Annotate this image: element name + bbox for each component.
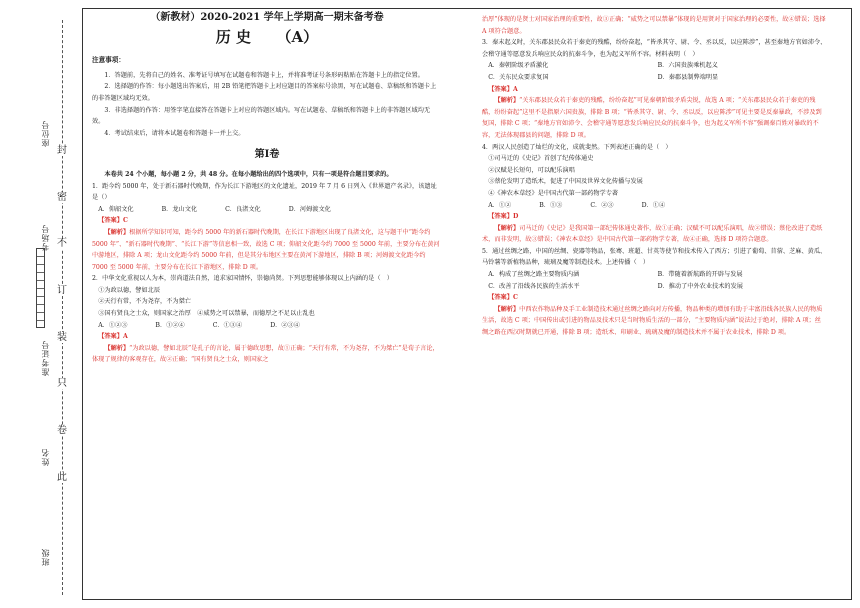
option: C．改善了沿线各民族的生活水平 [488, 282, 580, 290]
binding-char: 卷 [57, 425, 67, 436]
answer-label: 【答案】 [98, 333, 123, 341]
question-4 [482, 142, 827, 246]
right-column [482, 14, 827, 339]
option: C．①③④ [212, 321, 243, 329]
option: D．①④ [641, 201, 666, 209]
option: D．②③④ [270, 321, 300, 329]
question-5 [482, 246, 827, 339]
explain-label: 【解析】 [494, 97, 520, 105]
option: B．①②④ [155, 321, 185, 329]
exam-number-grid [36, 248, 45, 328]
exam-title: （新教材）2020-2021 学年上学期高一期末备考卷 [150, 12, 384, 23]
question-options [92, 204, 442, 216]
option: D．河姆渡文化 [288, 205, 331, 213]
option: D．秦郡县制弊端明显 [657, 73, 719, 81]
section-title: 第Ⅰ卷 [254, 149, 280, 161]
section-instructions: 本卷共 24 个小题，每小题 2 分，共 48 分。在每小题给出的四个选项中，只有一项是符合题目要求的。 [104, 170, 393, 178]
answer-value: D [512, 213, 519, 221]
question-stem: 4．两汉人民创造了灿烂的文化，成就斐然。下列表述正确的是（ ） [482, 143, 672, 151]
answer-value: A [122, 333, 128, 341]
room-number-label: 考场号 [41, 224, 50, 251]
notice-item: 2．选择题的作答：每小题选出答案后，用 2B 铅笔把答题卡上对应题目的答案标号涂黑，写在试题卷、草稿纸和答题卡上的非答题区域均无效。 [92, 83, 437, 102]
option: A．①②③ [98, 321, 128, 329]
option: A．仰韶文化 [98, 205, 134, 213]
statement-item: ③国有贤良之士众，则国家之治厚 ④威势之可以禁暴，而德厚之不足以止乱也 [98, 310, 315, 318]
answer-label: 【答案】 [488, 294, 513, 302]
answer-label: 【答案】 [98, 217, 123, 225]
subject-heading [92, 27, 442, 46]
notice-heading: 注意事项： [92, 56, 125, 65]
statement-item: ①司马迁的《史记》首创了纪传体通史 [488, 155, 594, 163]
question-3 [482, 37, 827, 141]
binding-char: 不 [57, 238, 67, 249]
question-stem: 5．通过丝绸之路，中国的丝绸、瓷器等物品，张骞、班超、甘英等使节和技术传入了西方；引进了葡萄、苜蓿、芝麻、黄瓜、马铃薯等新植物品种，琉璃及魔等制造技术。上述传播（ ） [482, 247, 827, 267]
explain-continued: 治厚”体现的是贤士对国家治理的重要性，故③正确；“威势之可以禁暴”体现的是用贤对于国家治理的必要性，故④错误；选择 A 项符合题意。 [482, 16, 826, 35]
question-options [92, 320, 442, 332]
binding-char: 密 [57, 192, 67, 203]
subject-name: 历 史 [215, 27, 252, 46]
option: C．②③ [590, 201, 614, 209]
option: A．秦朝阶级矛盾激化 [488, 62, 549, 70]
binding-char: 只 [57, 378, 67, 389]
statement-item: ④《神农本草经》是中国古代第一部药物学专著 [488, 189, 619, 197]
class-label: 班级 [41, 548, 50, 566]
notice-item: 4．考试结束后，请将本试题卷和答题卡一并上交。 [104, 129, 245, 137]
question-options [482, 269, 827, 292]
question-stem: 3．秦末起义时，关东郡县民众若于秦吏的残酷，纷纷奋起，“皆杀其守、尉、令、丞以反，以应陈涉”，甚至秦地方官如沛令、会稽守通等愿意发兵响应民众的抗秦斗争，也为起义军所不容。材料表明（ ） [482, 39, 827, 58]
question-options [482, 200, 827, 212]
question-stem: 2．中华文化重视以人为本，崇尚道法自然，追求家国情怀，崇德尚贤。下列思想能够体现以上内涵的是（ ） [92, 275, 393, 283]
binding-char: 装 [57, 332, 67, 343]
binding-char: 此 [57, 472, 67, 483]
explain-text: “为政以德，譬如北辰”是孔子的言论，属于德政思想，故①正确；“天行有常，不为尧存，不为桀亡”是荀子言论，体现了规律的客观存在，故②正确；“国有贤良之士众，则国家之 [92, 344, 439, 364]
binding-char: 封 [57, 145, 67, 156]
question-1 [92, 181, 442, 274]
option: A．①② [488, 201, 512, 209]
statement-item: ②天行有常，不为尧存，不为桀亡 [98, 298, 191, 306]
answer-label: 【答案】 [488, 85, 513, 93]
answer-value: C [512, 294, 518, 302]
explain-text: 根据所学知识可知，距今约 5000 年的新石器时代晚期，在长江下游地区出现了良渚文化，这与题干中“距今约 5000 年”、“新石器时代晚期”、“长江下游”等信息相一致，故选 C 项；仰韶文化距今约 7000 至 5000 年前，主要分布在黄河中游地区，排除 A 项；龙山文化距今约 5000 年前，但是其分布地区主要在黄河下游地区，排除 B 项；河姆渡文化距今约 7000 至 5000 年前，主要分布在长江下游地区，排除 D 项。 [92, 228, 440, 271]
statement-item: ①为政以德，譬如北辰 [98, 286, 161, 294]
explain-label: 【解析】 [494, 305, 520, 313]
binding-char: 订 [57, 285, 67, 296]
notice-item: 1．答题前，先将自己的姓名、准考证号填写在试题卷和答题卡上，并将准考证号条形码粘贴在答题卡上的指定位置。 [104, 71, 424, 79]
option: B．龙山文化 [161, 205, 198, 213]
explain-label: 【解析】 [104, 228, 130, 236]
answer-value: A [512, 85, 518, 93]
answer-value: C [122, 217, 128, 225]
explain-text: “关东郡县民众若于秦吏的残酷，纷纷奋起”可见秦朝阶级矛盾尖锐，故选 A 项；“关东郡县民众若于秦吏的残酷，纷纷奋起”这里不是指原六国贵族，排除 B 项；“皆杀其守、尉、令、丞以反，以应陈涉”可见主要是反秦暴政，不涉及到复国，排除 C 项；“秦地方官如沛令、会稽守通等愿意发兵响应民众的抗秦斗争，也为起义军所不容”强调秦百姓对暴政的不容，无法体现郡县的问题，排除 D 项。 [482, 97, 822, 139]
statement-item: ③蔡伦发明了造纸术，促进了中国及世界文化传播与发展 [488, 178, 643, 186]
seat-number-label: 座位号 [41, 120, 50, 147]
explain-text: 中西农作物品种及手工业制造技术通过丝绸之路向对方传播，物品种类的增加有助于丰富沿线各民族人民的物质生活，故选 C 项；中国传出或引进的物品及技术只是当时物质生活的一部分，“主要物质内涵”说法过于绝对，排除 A 项；丝绸之路在西汉时期就已开通，排除 B 项；造纸术、印刷业、琉璃及魔的制造技术并不属于农业技术，排除 D 项。 [482, 305, 823, 337]
explain-label: 【解析】 [494, 224, 520, 232]
left-column [92, 12, 442, 366]
option: B．带随着新航路的开辟与发展 [657, 271, 743, 279]
question-options [482, 60, 827, 83]
question-2 [92, 273, 442, 366]
name-label: 姓名 [41, 448, 50, 466]
exam-number-label: 准考证号 [41, 340, 50, 376]
notice-item: 3．非选择题的作答：用签字笔直接答在答题卡上对应的答题区域内。写在试题卷、草稿纸和答题卡上的非答题区域均无效。 [92, 106, 431, 126]
explain-label: 【解析】 [104, 344, 130, 352]
binding-dashed-line [62, 20, 63, 595]
statement-item: ②汉赋是长短句，可以配乐演唱 [488, 166, 575, 174]
question-stem: 1．距今约 5000 年，处于新石器时代晚期，作为长江下游地区的文化遗址，2019 年 7 月 6 日列入《世界遗产名录》，该遗址是（） [92, 182, 437, 202]
option: C．关东民众要求复国 [488, 73, 549, 81]
option: B．①③ [539, 201, 563, 209]
subject-variant: （A） [284, 27, 319, 46]
option: B．六国贵族乘机起义 [657, 62, 718, 70]
explain-text: 司马迁的《史记》是我国第一部纪传体通史著作，故①正确；汉赋不可以配乐演唱，故②错误；蔡伦改进了造纸术，而非发明，故③错误；《神农本草经》是中国古代第一部药物学专著，故④正确，选择 D 项符合题意。 [482, 224, 823, 244]
answer-label: 【答案】 [488, 213, 513, 221]
option: D．推动了中外农业技术的发展 [657, 282, 743, 290]
option: A．构成了丝绸之路主要物质内涵 [488, 271, 580, 279]
binding-margin [0, 0, 80, 608]
option: C．良渚文化 [225, 205, 261, 213]
